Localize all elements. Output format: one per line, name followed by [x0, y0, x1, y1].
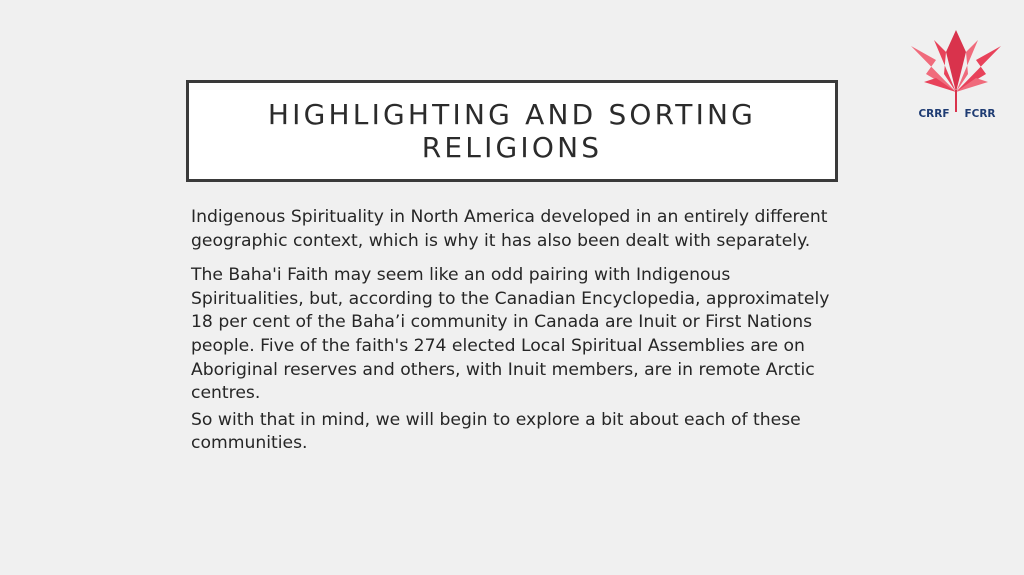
body-text: [191, 206, 841, 456]
paragraph-bahai: The Baha'i Faith may seem like an odd pairing with Indigenous Spiritualities, but, according to the Canadian Encyclopedia, approximately 18 per cent of the Baha’i community in Canada are Inuit or First Nations people. Five of the faith's 274 elected Local Spiritual Assemblies are on Aboriginal reserves and others, with Inuit members, are in remote Arctic centres.: [191, 265, 830, 404]
paragraph-indigenous: Indigenous Spirituality in North America developed in an entirely different geographic context, which is why it has also been dealt with separately.: [191, 207, 828, 251]
title-box: [186, 80, 838, 182]
logo-left-text: CRRF: [918, 108, 950, 120]
slide-title: HIGHLIGHTING AND SORTING RELIGIONS: [267, 98, 757, 164]
crrf-logo: [906, 30, 1006, 122]
paragraph-conclusion: So with that in mind, we will begin to explore a bit about each of these communities.: [191, 409, 801, 454]
logo-right-text: FCRR: [964, 108, 996, 120]
maple-leaf-icon: [911, 30, 1001, 112]
